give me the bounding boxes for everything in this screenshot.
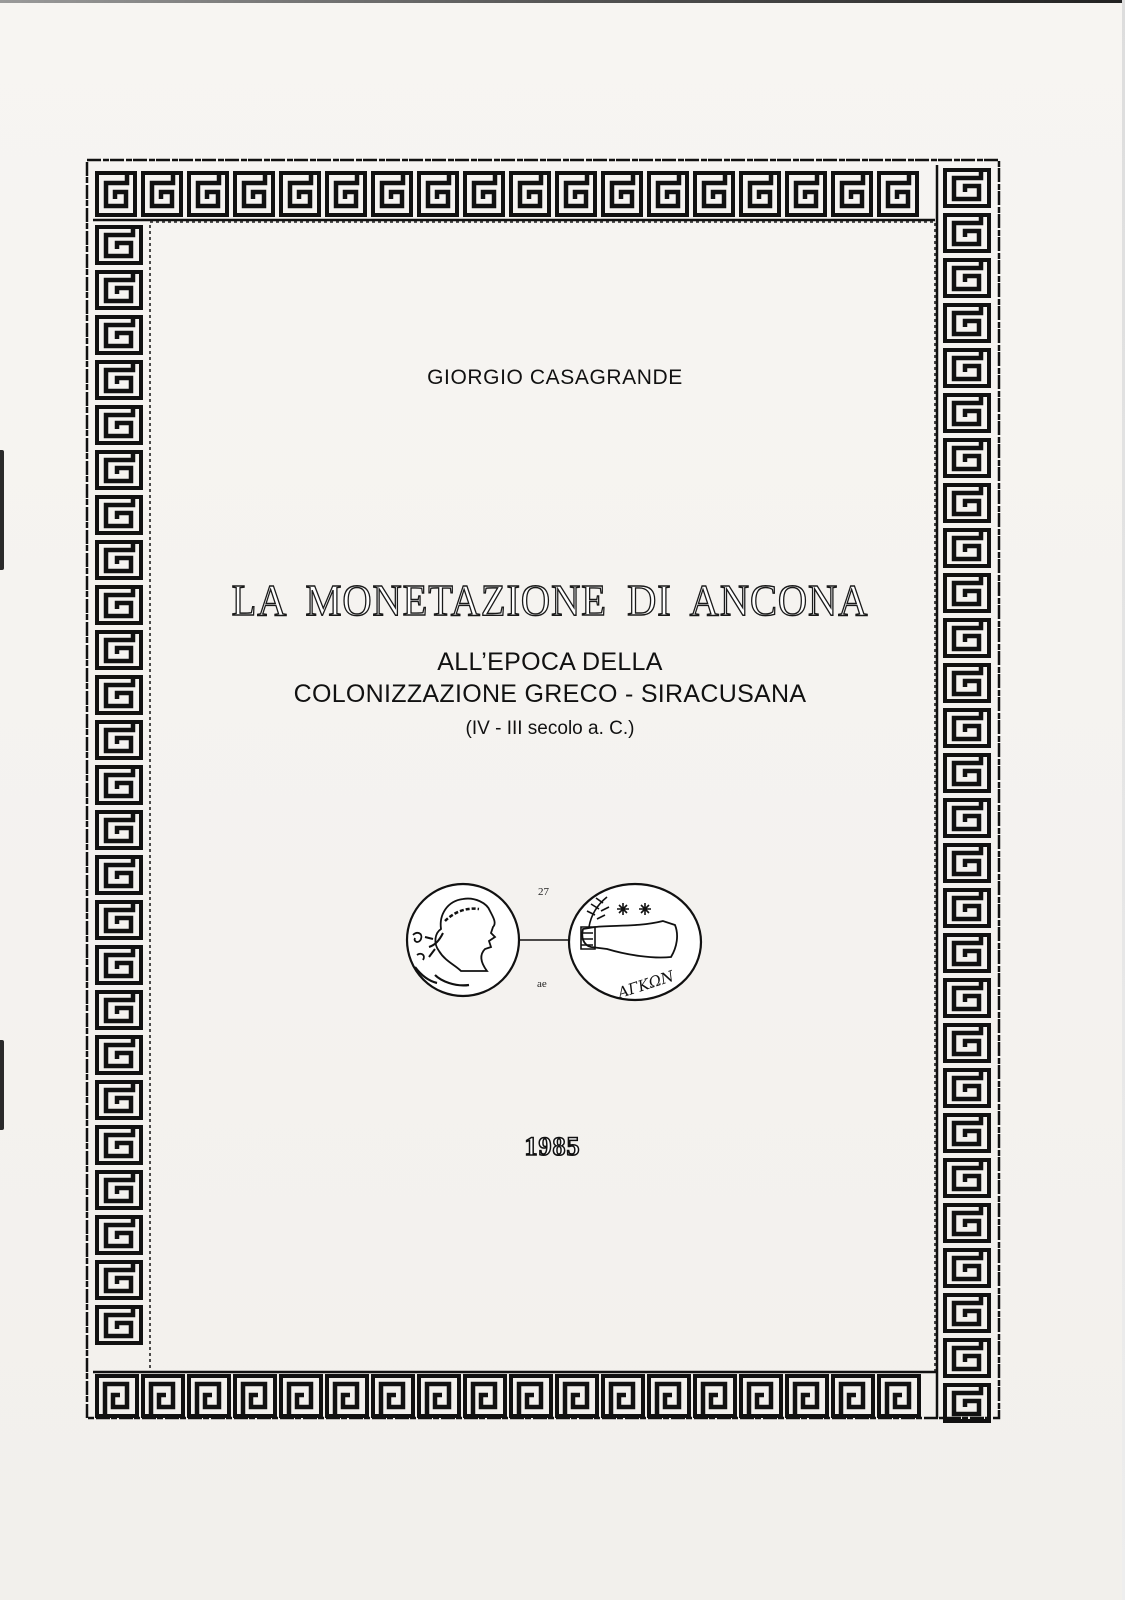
border-top-band (97, 173, 917, 215)
border-right-column (945, 170, 989, 1421)
publication-year: 1985 (524, 1132, 581, 1161)
coin-reverse-icon (569, 884, 701, 1003)
period-text: (IV - III secolo a. C.) (465, 718, 635, 739)
book-title: LA MONETAZIONE DI ANCONA (231, 576, 869, 625)
coin-obverse-icon (407, 884, 519, 996)
author-name: GIORGIO CASAGRANDE (427, 366, 683, 389)
border-left-column (97, 227, 141, 1343)
border-bottom-band (97, 1376, 919, 1416)
subtitle-line-1: ALL’EPOCA DELLA (437, 648, 663, 676)
coin-metal-label: ae (537, 978, 547, 990)
coin-illustration (395, 875, 715, 1005)
coin-legend-text: ΑΓΚΩΝ (615, 967, 677, 1003)
coin-number-label: 27 (538, 886, 549, 898)
subtitle-line-2: COLONIZZAZIONE GRECO - SIRACUSANA (293, 680, 807, 708)
